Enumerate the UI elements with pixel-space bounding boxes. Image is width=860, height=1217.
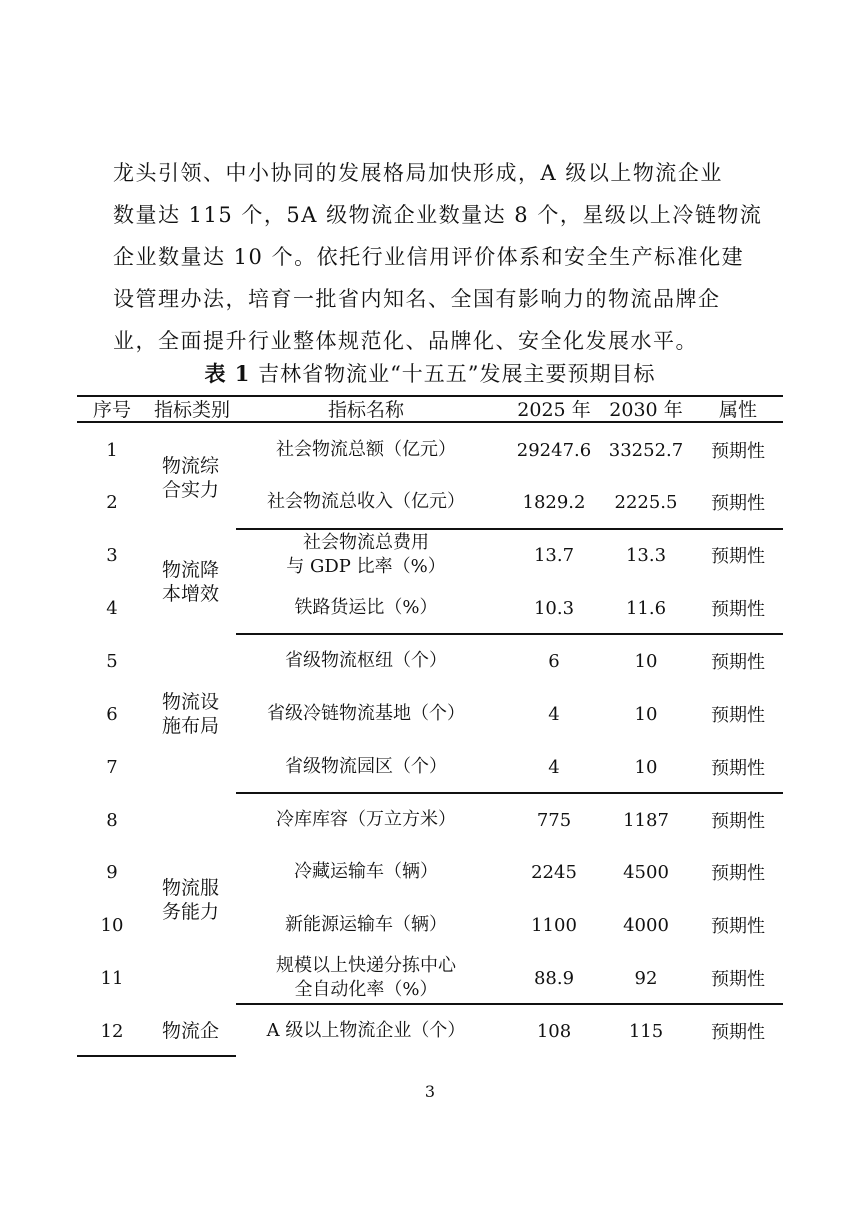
row-number: 6 [106,703,118,725]
caption-label: 表 1 [204,361,251,386]
attribute: 预期性 [711,811,765,832]
category-line: 物流设 [162,691,220,713]
header-name: 指标名称 [327,398,404,421]
value-2030: 2225.5 [614,491,678,513]
indicator-name [241,438,491,462]
indicator-name-line: 社会物流总费用 [303,532,429,553]
value-2025: 4 [548,756,560,778]
indicator-name-line: 全自动化率（%） [294,979,438,1000]
indicator-name-line: 省级物流枢纽（个） [285,650,447,671]
indicator-name [241,860,491,884]
indicator-name [241,808,491,832]
value-2025: 2245 [531,861,577,883]
indicator-name-line: 冷库库容（万立方米） [276,809,456,830]
row-number: 8 [106,809,118,831]
value-2025: 13.7 [533,544,575,566]
value-2025: 29247.6 [516,439,592,461]
header-attribute: 属性 [718,398,757,421]
category-line: 物流降 [162,559,220,581]
value-2025: 1829.2 [522,491,586,513]
value-2030: 33252.7 [608,439,684,461]
attribute: 预期性 [711,758,765,779]
table-rule [77,1055,236,1057]
attribute: 预期性 [711,705,765,726]
value-2025: 88.9 [533,967,575,989]
value-2030: 13.3 [625,544,667,566]
header-2030: 2030 年 [609,398,683,421]
attribute: 预期性 [711,546,765,567]
table-rule [236,1003,783,1005]
indicator-name [241,1019,491,1043]
attribute: 预期性 [711,493,765,514]
header-2025: 2025 年 [517,398,591,421]
category-label [162,558,232,606]
header-number: 序号 [92,398,131,421]
value-2030: 4500 [623,861,669,883]
row-number: 9 [106,861,118,883]
value-2030: 4000 [623,914,669,936]
row-number: 7 [106,756,118,778]
paragraph-line: 设管理办法，培育一批省内知名、全国有影响力的物流品牌企 [113,287,721,311]
category-line: 物流企 [162,1020,220,1042]
indicator-name [241,702,491,726]
attribute: 预期性 [711,969,765,990]
value-2025: 108 [536,1020,572,1042]
value-2030: 1187 [623,809,669,831]
indicator-name-line: 规模以上快递分拣中心 [276,955,456,976]
value-2030: 10 [634,650,658,672]
indicator-name-line: 与 GDP 比率（%） [286,556,446,577]
value-2030: 92 [634,967,658,989]
table-rule [236,633,783,635]
attribute: 预期性 [711,916,765,937]
indicator-name [241,490,491,514]
indicator-name [241,913,491,937]
attribute: 预期性 [711,599,765,620]
row-number: 4 [106,597,118,619]
value-2030: 10 [634,703,658,725]
category-line: 物流综 [162,455,220,477]
category-label [162,454,232,502]
category-line: 合实力 [162,479,220,501]
row-number: 3 [106,544,118,566]
body-paragraph [113,152,763,362]
attribute: 预期性 [711,441,765,462]
indicator-name-line: 省级物流园区（个） [285,756,447,777]
category-line: 本增效 [162,583,220,605]
value-2025: 775 [536,809,572,831]
indicator-name-line: 社会物流总额（亿元） [276,439,456,460]
attribute: 预期性 [711,652,765,673]
indicator-name-line: 新能源运输车（辆） [285,914,447,935]
indicator-name-line: 社会物流总收入（亿元） [267,491,465,512]
attribute: 预期性 [711,1022,765,1043]
value-2025: 10.3 [533,597,575,619]
header-category: 指标类别 [153,398,230,421]
row-number: 10 [100,914,124,936]
category-label [162,1019,232,1043]
value-2030: 10 [634,756,658,778]
indicator-name-line: A 级以上物流企业（个） [266,1020,466,1041]
indicator-name [241,755,491,779]
value-2030: 115 [628,1020,664,1042]
row-number: 5 [106,650,118,672]
table-caption [0,358,860,388]
indicator-name [241,531,491,579]
indicator-name-line: 省级冷链物流基地（个） [267,703,465,724]
indicator-name [241,954,491,1002]
indicator-name [241,596,491,620]
category-line: 物流服 [162,877,220,899]
value-2025: 4 [548,703,560,725]
page-number: 3 [424,1082,436,1101]
attribute: 预期性 [711,863,765,884]
category-line: 施布局 [162,715,220,737]
row-number: 11 [100,967,124,989]
paragraph-line: 企业数量达 10 个。依托行业信用评价体系和安全生产标准化建 [113,245,745,269]
paragraph-line: 业，全面提升行业整体规范化、品牌化、安全化发展水平。 [113,329,698,353]
value-2025: 6 [548,650,560,672]
category-label [162,876,232,924]
row-number: 1 [106,439,118,461]
table-rule [236,792,783,794]
category-line: 务能力 [162,901,220,923]
indicator-name-line: 冷藏运输车（辆） [294,861,438,882]
row-number: 12 [100,1020,124,1042]
category-label [162,690,232,738]
row-number: 2 [106,491,118,513]
value-2025: 1100 [531,914,577,936]
value-2030: 11.6 [625,597,667,619]
table-rule [236,528,783,530]
paragraph-line: 数量达 115 个，5A 级物流企业数量达 8 个，星级以上冷链物流 [113,203,763,227]
paragraph-line: 龙头引领、中小协同的发展格局加快形成，A 级以上物流企业 [113,161,723,185]
indicator-name-line: 铁路货运比（%） [294,597,438,618]
indicator-name [241,649,491,673]
caption-text: 吉林省物流业“十五五”发展主要预期目标 [250,362,656,386]
